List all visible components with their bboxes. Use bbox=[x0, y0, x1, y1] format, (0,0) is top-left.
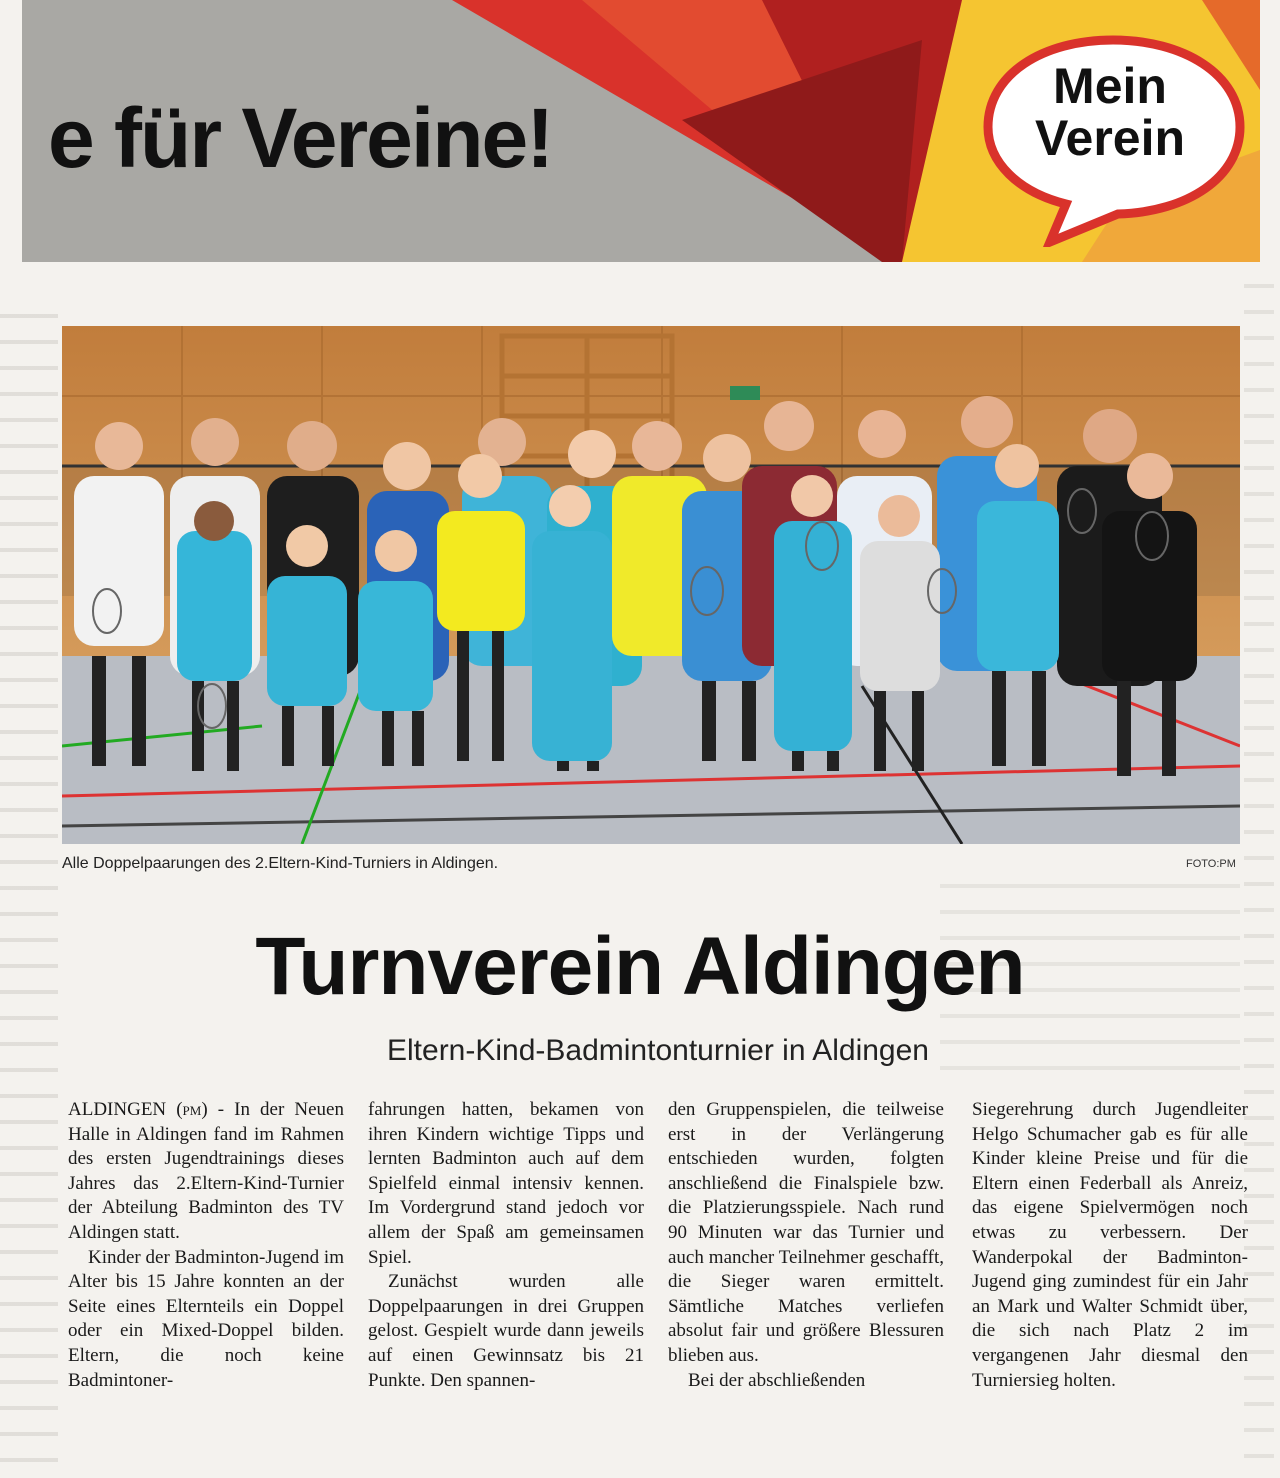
article-subtitle: Eltern-Kind-Badmintonturnier in Aldingen bbox=[387, 1034, 929, 1067]
paragraph-text: - In der Neuen Halle in Aldingen fand im Rahmen des ersten Jugendtrainings dieses Jahres das 2.Eltern-Kind-Turnier der Abteilung Badminton des TV Aldingen statt. bbox=[68, 1099, 344, 1243]
paragraph: Zunächst wurden alle Doppelpaarungen in drei Gruppen gelost. Gespielt wurde dann jeweils auf einen Gewinnsatz bis 21 Punkte. Den spannen- bbox=[368, 1271, 644, 1391]
paragraph: Siegerehrung durch Jugendleiter Helgo Schumacher gab es für alle Kinder kleine Preise und für die Eltern einen Federball als Anreiz, das eigene Spielvermögen noch etwas zu verbessern. Der Wanderpokal der Badminton-Jugend ging zumindest für ein Jahr an Mark und Walter Schmidt über, die sich nach Platz 2 im vergangenen Jahr diesmal den Turniersieg holten. bbox=[972, 1099, 1248, 1391]
paragraph bbox=[68, 1098, 344, 1246]
paragraph: fahrungen hatten, bekamen von ihren Kindern wichtige Tipps und lernten Badminton auch auf dem Spielfeld einmal intensiv kennen. Im Vordergrund stand jedoch vor allem der Spaß am gemeinsamen Spiel. bbox=[368, 1099, 644, 1268]
photo-credit: FOTO:PM bbox=[1186, 858, 1236, 870]
paragraph: Bei der abschließenden bbox=[688, 1369, 866, 1391]
speech-bubble-text bbox=[1010, 60, 1210, 164]
paragraph: Kinder der Badminton-Jugend im Alter bis 15 Jahre konnten an der Seite eines Elternteils ein Doppel oder ein Mixed-Doppel bilden. Eltern, die noch keine Badmintoner- bbox=[68, 1246, 344, 1391]
dateline: ALDINGEN (pm) bbox=[68, 1099, 208, 1120]
article-column-4 bbox=[972, 1098, 1248, 1393]
group-photo bbox=[62, 326, 1240, 844]
article-column-1 bbox=[68, 1098, 344, 1393]
bubble-line-1: Mein bbox=[1053, 58, 1167, 114]
bubble-line-2: Verein bbox=[1034, 110, 1186, 166]
photo-caption: Alle Doppelpaarungen des 2.Eltern-Kind-Turniers in Aldingen. bbox=[62, 855, 499, 872]
article-column-2 bbox=[368, 1098, 644, 1393]
paragraph: den Gruppenspielen, die teilweise erst in der Verlängerung entschieden wurden, folgten anschließend die Finalspiele bzw. die Platzierungsspiele. Nach rund 90 Minuten war das Turnier und auch mancher Teilnehmer geschafft, die Sieger waren ermittelt. Sämtliche Matches verliefen absolut fair und größere Blessuren blieben aus. bbox=[668, 1099, 944, 1366]
group-photo-badminton-icon bbox=[62, 326, 1240, 844]
background-print-right-edge bbox=[1244, 270, 1274, 1470]
article-title: Turnverein Aldingen bbox=[255, 921, 1025, 1012]
article-column-3 bbox=[668, 1098, 944, 1393]
background-print-left bbox=[0, 300, 58, 1470]
banner-headline: e für Vereine! bbox=[48, 91, 553, 185]
